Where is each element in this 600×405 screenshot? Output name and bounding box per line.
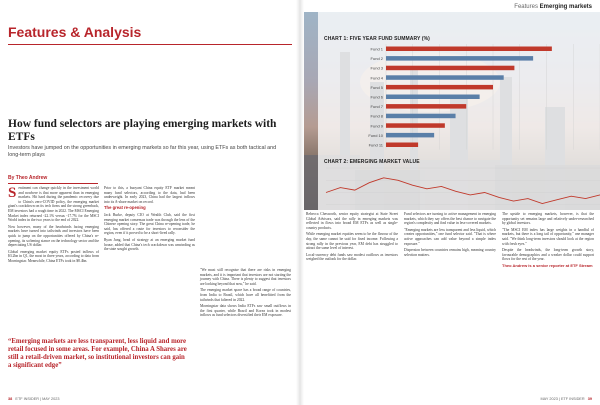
pull-quote: “Emerging markets are less transparent, less liquid and more retail focused in some areas. For example, China A Shares are still a retail-driven market, so institutional investors can gain a significant edge” xyxy=(8,338,187,369)
section-tag-prefix: Features xyxy=(514,4,538,10)
body-paragraph: entiment can change quickly in the investment world and nowhere is that more apparent than in emerging markets. Hit hard during the pandemic recovery due to China's zero-COVID policy, the emerging market giant's crackdown on its tech firms and the strong greenback, EM investors had a rough time in 2022. The MSCI Emerging Market index returned -22.1% versus -17.7% for the MSCI World index in the two years to the end of 2022. xyxy=(8,186,99,223)
article-headline: How fund selectors are playing emerging markets with ETFs xyxy=(8,118,277,143)
chart1-row-label: Fund 5 xyxy=(370,84,383,90)
section-title: Features & Analysis xyxy=(8,24,142,40)
body-paragraph: Local-currency debt funds saw modest outflows as investors weighed the outlook for the dollar. xyxy=(306,252,398,262)
chart1-bar xyxy=(386,104,466,109)
city-skyline-photo xyxy=(300,12,600,210)
charts-panel xyxy=(318,12,600,210)
chart1-bar xyxy=(386,114,456,119)
body-paragraph: Prior to this, a buoyant China equity ETF market meant many fund selectors, according to the data, had been underweight. In early 2023, China had the largest inflows into its A-share market on record. xyxy=(104,186,195,204)
chart1-row-label: Fund 7 xyxy=(370,104,383,110)
chart1-bar xyxy=(386,123,445,128)
chart1-row-label: Fund 2 xyxy=(370,56,383,62)
chart1-row-label: Fund 3 xyxy=(370,65,383,71)
chart1-bar xyxy=(386,56,533,61)
chart1-bar xyxy=(386,85,493,90)
drop-cap: S xyxy=(8,185,17,201)
subheading: The great re-opening xyxy=(104,205,146,211)
body-paragraph: Despite the headwinds, the long-term growth story, favourable demographics and a weaker dollar could support flows for the rest of the year. xyxy=(502,248,594,262)
chart1-row-label: Fund 4 xyxy=(370,75,383,81)
chart1-row-label: Fund 9 xyxy=(370,123,383,129)
chart2-series-line xyxy=(326,178,600,204)
chart1-row-label: Fund 8 xyxy=(370,113,383,119)
charts-svg xyxy=(318,12,600,210)
body-paragraph: Fund selectors are turning to active management in emerging markets, which they say offers the best chance to navigate the region's complexity and find value in less-covered markets. xyxy=(404,212,496,226)
body-column-1 xyxy=(8,186,99,266)
chart1-row-label: Fund 1 xyxy=(370,46,383,52)
chart1-row-label: Fund 10 xyxy=(368,132,383,138)
chart2-title: CHART 2: EMERGING MARKET VALUE xyxy=(324,159,420,165)
chart1-title: CHART 1: FIVE YEAR FUND SUMMARY (%) xyxy=(324,36,430,42)
body-paragraph: Jack Burke, deputy CIO at Wealth Club, said the first emerging market consensus trade was through the lens of the Chinese opening story. The great China re-opening trade, he said, has offered a route for investors to reconsider the region, even if it proved to be a short-lived rally. xyxy=(104,212,195,236)
byline-rule xyxy=(8,183,98,184)
right-footer xyxy=(540,397,592,401)
chart1-bar xyxy=(386,133,434,138)
page-gutter xyxy=(296,0,304,405)
section-tag-label: Emerging markets xyxy=(539,4,592,10)
footer-text: MAY 2023 | ETF INSIDER xyxy=(540,397,585,401)
author-note: Theo Andrew is a senior reporter at ETF Stream xyxy=(502,262,593,268)
chart1-bar xyxy=(386,95,480,100)
chart1-row-label: Fund 11 xyxy=(368,142,383,148)
body-paragraph: Global emerging market equity ETFs posted inflows of $3.2bn in Q1, the most in three years, according to data from Morningstar. Meanwhile, China ETFs took in $8.4bn. xyxy=(8,249,99,263)
byline: By Theo Andrew xyxy=(8,175,48,181)
body-paragraph: Morningstar data shows India ETFs saw small outflows in the first quarter, while Brazil and Korea took in modest inflows as fund selectors diversified their EM exposure. xyxy=(200,304,291,318)
chart1-bar xyxy=(386,66,514,71)
body-paragraph: "The MSCI EM index has large weights in a handful of markets, but there is a long tail of opportunity," one manager said. "We think long-term investors should look at the region with fresh eyes." xyxy=(502,227,594,246)
body-paragraph: Dispersion between countries remains high, meaning country selection matters. xyxy=(404,248,496,257)
page-number: 38 xyxy=(8,397,13,401)
body-column-3 xyxy=(200,268,291,320)
article-standfirst: Investors have jumped on the opportunities in emerging markets so far this year, using ETFs as both tactical and long-term plays xyxy=(8,145,277,158)
chart1-bar xyxy=(386,47,552,52)
body-paragraph: Ryan Jung, head of strategy at an emerging market fund house, added that China's tech crackdown was unwinding as the state sought growth. xyxy=(104,237,195,252)
body-paragraph: The emerging market space has a broad range of countries, from India to Brazil, which have all benefitted from the tailwinds that faltered in 2022. xyxy=(200,288,291,302)
section-rule xyxy=(8,44,292,45)
left-footer xyxy=(8,397,60,401)
right-page xyxy=(300,0,600,405)
page-number: 39 xyxy=(587,397,592,401)
body-paragraph: Rebecca Chesworth, senior equity strategist at State Street Global Advisors, said the rally in emerging markets was reflected in flows into broad EM ETFs as well as single-country products. xyxy=(306,212,398,230)
footer-text: ETF INSIDER | MAY 2023 xyxy=(15,397,60,401)
body-column-2 xyxy=(104,186,195,254)
body-paragraph: The upside to emerging markets, however, is that the opportunity set remains large and relatively under-researched by global investors. xyxy=(502,212,594,226)
body-paragraph: Now however, many of the headwinds facing emerging markets have turned into tailwinds and investors have been quick to jump on the opportunities offered by China's re-opening, its softening stance on the technology sector and the depreciating US dollar. xyxy=(8,224,99,248)
right-column-1 xyxy=(306,212,398,264)
body-paragraph: "Emerging markets are less transparent and less liquid, which creates opportunities," one fund selector said. "That is where active approaches can add value beyond a simple index exposure." xyxy=(404,227,496,246)
chart1-row-label: Fund 6 xyxy=(370,94,383,100)
right-column-3 xyxy=(502,212,594,271)
chart1-bar xyxy=(386,75,504,80)
right-column-2 xyxy=(404,212,496,259)
chart1-bar xyxy=(386,143,418,148)
body-paragraph: "We must still recognise that there are risks in emerging markets, and it is important that investors are not starting the journey with China. There is plenty to suggest that investors are looking beyond that now," he said. xyxy=(200,268,291,286)
body-paragraph: While emerging market equities seem to be the flavour of the day, the same cannot be said for fixed income. Following a strong rally in the previous year, EM debt has struggled to attract the same level of interest. xyxy=(306,232,398,251)
section-tag xyxy=(514,4,592,10)
